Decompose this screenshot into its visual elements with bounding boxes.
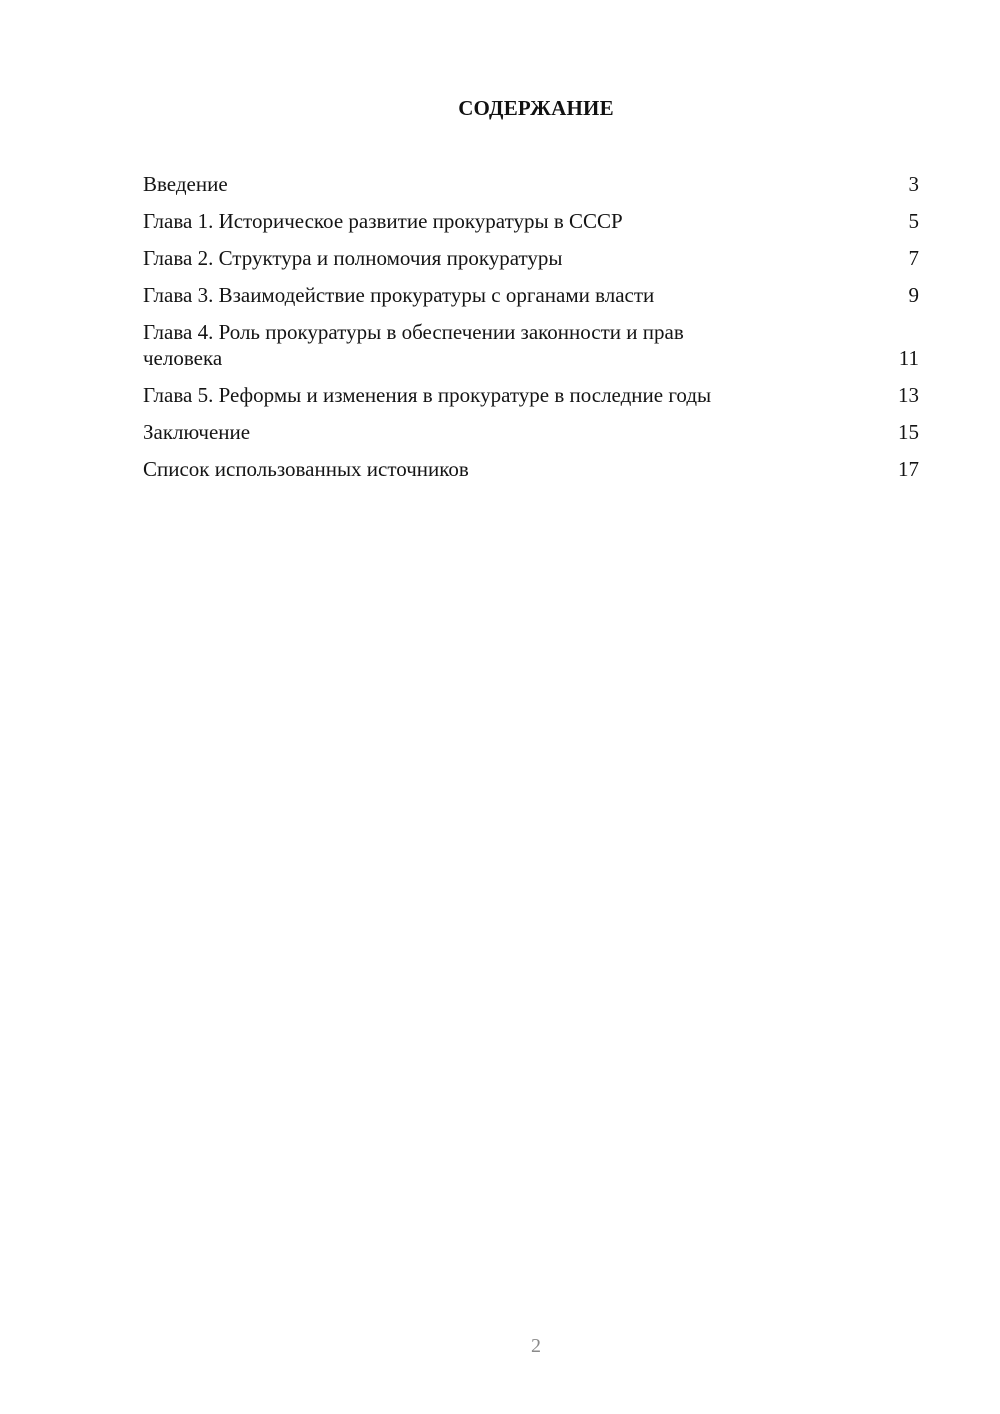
toc-entry-page: 13 <box>898 383 919 407</box>
toc-entry-label: Глава 1. Историческое развитие прокуратуры в СССР <box>143 209 623 233</box>
toc-entry-label: Список использованных источников <box>143 457 469 481</box>
toc-entry-page: 5 <box>908 209 919 233</box>
page-number: 2 <box>531 1335 541 1357</box>
toc-entry-page: 11 <box>898 346 919 370</box>
toc-entry-label: Глава 5. Реформы и изменения в прокуратуре в последние годы <box>143 383 712 407</box>
toc-entry-chapter-3[interactable] <box>143 282 919 308</box>
toc-title: СОДЕРЖАНИЕ <box>458 96 614 120</box>
toc-entry-chapter-5[interactable] <box>143 382 919 408</box>
toc-entry-chapter-2[interactable] <box>143 245 919 271</box>
toc-entry-page: 15 <box>898 420 919 444</box>
toc-entry-page: 7 <box>908 246 919 270</box>
toc-entry-label: Заключение <box>143 420 251 444</box>
toc-entry-page: 9 <box>908 283 919 307</box>
toc-entry-label: Глава 2. Структура и полномочия прокуратуры <box>143 246 563 270</box>
toc-entry-label: Введение <box>143 172 228 196</box>
toc-entry-page: 17 <box>898 457 919 481</box>
toc-entry-label: Глава 3. Взаимодействие прокуратуры с органами власти <box>143 283 655 307</box>
toc-entry-chapter-1[interactable] <box>143 208 919 234</box>
table-of-contents <box>143 171 919 493</box>
toc-entry-page: 3 <box>908 172 919 196</box>
toc-entry-chapter-4[interactable] <box>143 319 919 371</box>
toc-entry-label-line-1: Глава 4. Роль прокуратуры в обеспечении законности и прав <box>143 320 684 344</box>
toc-entry-label <box>143 319 684 371</box>
toc-entry-references[interactable] <box>143 456 919 482</box>
toc-entry-label-line-2: человека <box>143 346 223 370</box>
toc-entry-conclusion[interactable] <box>143 419 919 445</box>
toc-entry-introduction[interactable] <box>143 171 919 197</box>
